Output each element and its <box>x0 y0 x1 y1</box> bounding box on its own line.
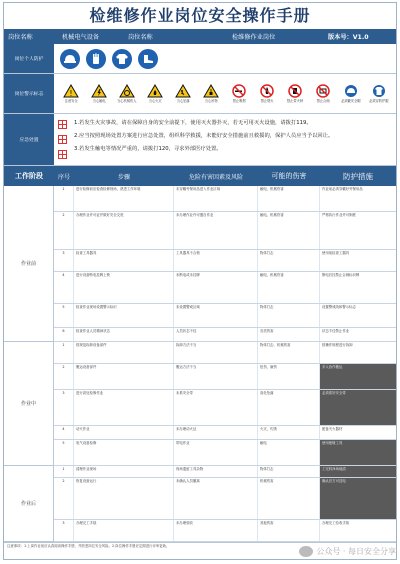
post-label: 岗位名称 <box>8 34 33 41</box>
table-row: 3 进行高处检修作业 未系安全带 高处坠落 必须系好安全带 <box>54 390 396 426</box>
wechat-icon <box>299 546 313 557</box>
warning-caption: 禁止合闸 <box>316 98 330 103</box>
ppe-row <box>4 44 396 74</box>
table-row: 3 办理完工手续 未办理验收 其他伤害 办理完工验收手续 <box>54 520 396 542</box>
first-aid-icon <box>58 120 67 129</box>
dept-label: 岗位名称 <box>128 34 153 41</box>
ppe-label: 岗位个人防护 <box>4 44 54 73</box>
emergency-row <box>4 114 396 166</box>
table-row: 4 进行设备断电挂牌上锁 未断电或未挂牌 触电、机械伤害 断电后挂禁止合闸标识牌 <box>54 272 396 304</box>
table-row: 1 清理作业现场 现场遗留工具杂物 物体打击 工完料净场地清 <box>54 466 396 478</box>
hanging-load-icon <box>198 84 224 104</box>
fire-hazard-icon <box>142 84 168 104</box>
post-value: 机械电气设备 <box>62 34 100 41</box>
stage-before: 作业前 <box>4 186 54 342</box>
warning-general-icon <box>58 84 84 104</box>
table-row: 5 检查作业现场设置警示标识 未设置警戒区域 物体打击 设置警戒线和警示标志 <box>54 304 396 328</box>
gloves-icon <box>86 49 106 69</box>
warning-caption: 注意安全 <box>64 98 78 103</box>
procedure-table <box>4 186 396 542</box>
warning-caption: 必须穿防护服 <box>369 98 389 103</box>
table-row: 1 按规范拆卸设备部件 拆卸方法不当 物体打击、机械伤害 按操作规程进行拆卸 <box>54 342 396 364</box>
col-stage: 工作阶段 <box>15 172 43 180</box>
warning-caption: 禁止带火种 <box>286 98 304 103</box>
table-row: 3 检查工具器具 工具器具不合格 物体打击 使用前检查工器具 <box>54 250 396 272</box>
warning-caption: 禁止吸烟 <box>232 98 246 103</box>
table-row: 2 恢复设备运行 未确认人员撤离 机械伤害 确认后方可送电 <box>54 478 396 520</box>
stage-after: 作业后 <box>4 466 54 542</box>
machine-injury-icon <box>114 84 140 104</box>
warning-caption: 当心吊物 <box>204 98 218 103</box>
emergency-line: 3.若发生触电等情况严重的，请拨打120，寻求外部医疗处置。 <box>74 146 222 152</box>
table-row: 2 搬运设备部件 搬运方法不当 扭伤、砸伤 多人协作搬运 <box>54 364 396 390</box>
emergency-line: 2.应当按照现场处置方案进行应急处置，组织科学救援，未能好安全措施前且救援的，保护人员应当予以回让。 <box>74 133 334 139</box>
col-no: 序号 <box>57 173 70 181</box>
stage-during: 作业中 <box>4 342 54 466</box>
watermark <box>299 546 396 557</box>
no-switching-icon <box>310 84 336 104</box>
warning-caption: 当心坠落 <box>176 98 190 103</box>
no-smoking-icon <box>226 84 252 104</box>
table-row: 2 办理作业许可证并做好安全交底 未办理作业许可擅自作业 触电、机械伤害 严格执行作业许可制度 <box>54 212 396 250</box>
version-label: 版本号：V1.0 <box>328 34 369 41</box>
table-row: 6 检查作业人员精神状态 人员状态不佳 各类伤害 状态不佳禁止作业 <box>54 328 396 342</box>
warning-caption: 当心机械伤人 <box>117 98 137 103</box>
svg-text:!: ! <box>69 88 73 98</box>
safety-shoes-icon <box>138 49 158 69</box>
fall-hazard-icon <box>170 84 196 104</box>
manual-sheet <box>3 2 397 560</box>
first-aid-icon <box>58 135 67 144</box>
table-row: 4 动火作业 未办理动火证 火灾、灼烫 配备灭火器材 <box>54 426 396 440</box>
emergency-label: 应急处置 <box>4 114 54 165</box>
protective-clothing-required-icon <box>366 84 392 104</box>
warning-label: 岗位警示标志 <box>4 74 54 113</box>
watermark-text: 公众号 · 每日安全分享 <box>316 547 396 556</box>
first-aid-icon <box>58 150 67 159</box>
no-ignition-icon <box>282 84 308 104</box>
table-header <box>4 166 396 186</box>
no-fire-icon <box>254 84 280 104</box>
col-hazard: 危险有害因素及风险 <box>188 173 243 181</box>
protective-clothing-icon <box>112 49 132 69</box>
header-bar <box>4 29 396 44</box>
table-row: 1 进行检修前应检查检修现场，熟悉工作环境 未穿戴劳保用品进入作业区域 触电、机械伤害 作业前必须穿戴好劳保用品 <box>54 186 396 212</box>
col-step: 步骤 <box>117 173 130 181</box>
warning-caption: 当心触电 <box>92 98 106 103</box>
warning-caption: 禁止烟火 <box>260 98 274 103</box>
warning-signs-row <box>4 74 396 114</box>
warning-caption: 当心火灾 <box>148 98 162 103</box>
emergency-line: 1.若发生火灾事故，请在保障自身的安全前提下，使用灭火器扑灭，若无可用灭火设施，请拨打119。 <box>74 120 312 126</box>
page-title: 检维修作业岗位安全操作手册 <box>89 6 311 25</box>
notes-footer: 注意事项：1.上岗作业前应认真阅读操作手册，并熟悉岗位安全风险。2.岗位操作手册应定期进行评审更新。 <box>4 542 396 561</box>
helmet-icon <box>60 49 80 69</box>
dept-value: 检维修作业岗位 <box>232 34 276 41</box>
warning-caption: 必须戴安全帽 <box>341 98 361 103</box>
col-protection: 防护措施 <box>343 171 373 181</box>
col-harm: 可能的伤害 <box>271 172 307 180</box>
electric-shock-icon <box>86 84 112 104</box>
table-row: 5 电气设备检修 带电作业 触电 使用绝缘工具 <box>54 440 396 466</box>
helmet-required-icon <box>338 84 364 104</box>
